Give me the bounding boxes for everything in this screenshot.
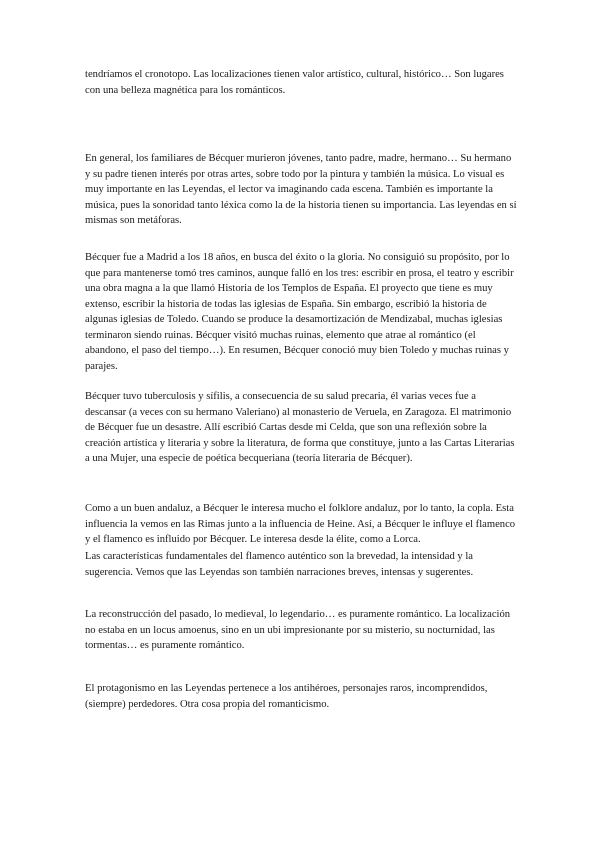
paragraph-familiares: En general, los familiares de Bécquer murieron jóvenes, tanto padre, madre, hermano… Su hermano y su padre tienen interés por otras artes, sobre todo por la pintura y también la música. Lo visual es muy importante en las Leyendas, el lector va imaginando cada escena. También es importante la música, pues la sonoridad tanto léxica como la de la historia tienen su importancia. Las leyendas en sí mismas son metáforas.	[85, 153, 517, 226]
paragraph-flamenco: Las características fundamentales del flamenco auténtico son la brevedad, la intensidad y la sugerencia. Vemos que las Leyendas son también narraciones breves, intensas y sugerentes.	[85, 551, 474, 578]
paragraph-cronotopo: tendríamos el cronotopo. Las localizaciones tienen valor artístico, cultural, histórico… Son lugares con una belleza magnética para los románticos.	[85, 69, 504, 96]
paragraph-andaluz: Como a un buen andaluz, a Bécquer le interesa mucho el folklore andaluz, por lo tanto, la copla. Esta influencia la vemos en las Rimas junto a la influencia de Heine. Así, a Bécquer le influye el flamenco y el flamenco es influido por Bécquer. Le interesa desde la élite, como a Lorca.	[85, 503, 516, 545]
paragraph-madrid: Bécquer fue a Madrid a los 18 años, en busca del éxito o la gloria. No consiguió su propósito, por lo que para mantenerse tomó tres caminos, aunque falló en los tres: escribir en prosa, el teatro y escribir una obra magna a la que llamó Historia de los Templos de España. El proyecto que tiene es muy extenso, escribir la historia de todas las iglesias de España. Sin embargo, escribió la historia de algunas iglesias de Toledo. Cuando se produce la desamortización de Mendizabal, muchas iglesias terminaron siendo ruinas. Bécquer visitó muchas ruinas, elemento que atrae al romántico (el abandono, el paso del tiempo…). En resumen, Bécquer conoció muy bien Toledo y muchas ruinas y parajes.	[85, 252, 514, 372]
paragraph-protagonismo: El protagonismo en las Leyendas pertenece a los antihéroes, personajes raros, incomprendidos, (siempre) perdedores. Otra cosa propia del romanticismo.	[85, 683, 488, 710]
paragraph-reconstruccion: La reconstrucción del pasado, lo medieval, lo legendario… es puramente romántico. La localización no estaba en un locus amoenus, sino en un ubi impresionante por su misterio, su nocturnidad, las tormentas… es puramente romántico.	[85, 609, 511, 651]
paragraph-veruela: Bécquer tuvo tuberculosis y sífilis, a consecuencia de su salud precaria, él varias veces fue a descansar (a veces con su hermano Valeriano) al monasterio de Veruela, en Zaragoza. El matrimonio de Bécquer fue un desastre. Allí escribió Cartas desde mi Celda, que son una reflexión sobre la creación artística y literaria y sobre la literatura, de forma que constituye, junto a las Cartas Literarias a una Mujer, una especie de poética becqueriana (teoría literaria de Bécquer).	[85, 391, 515, 464]
